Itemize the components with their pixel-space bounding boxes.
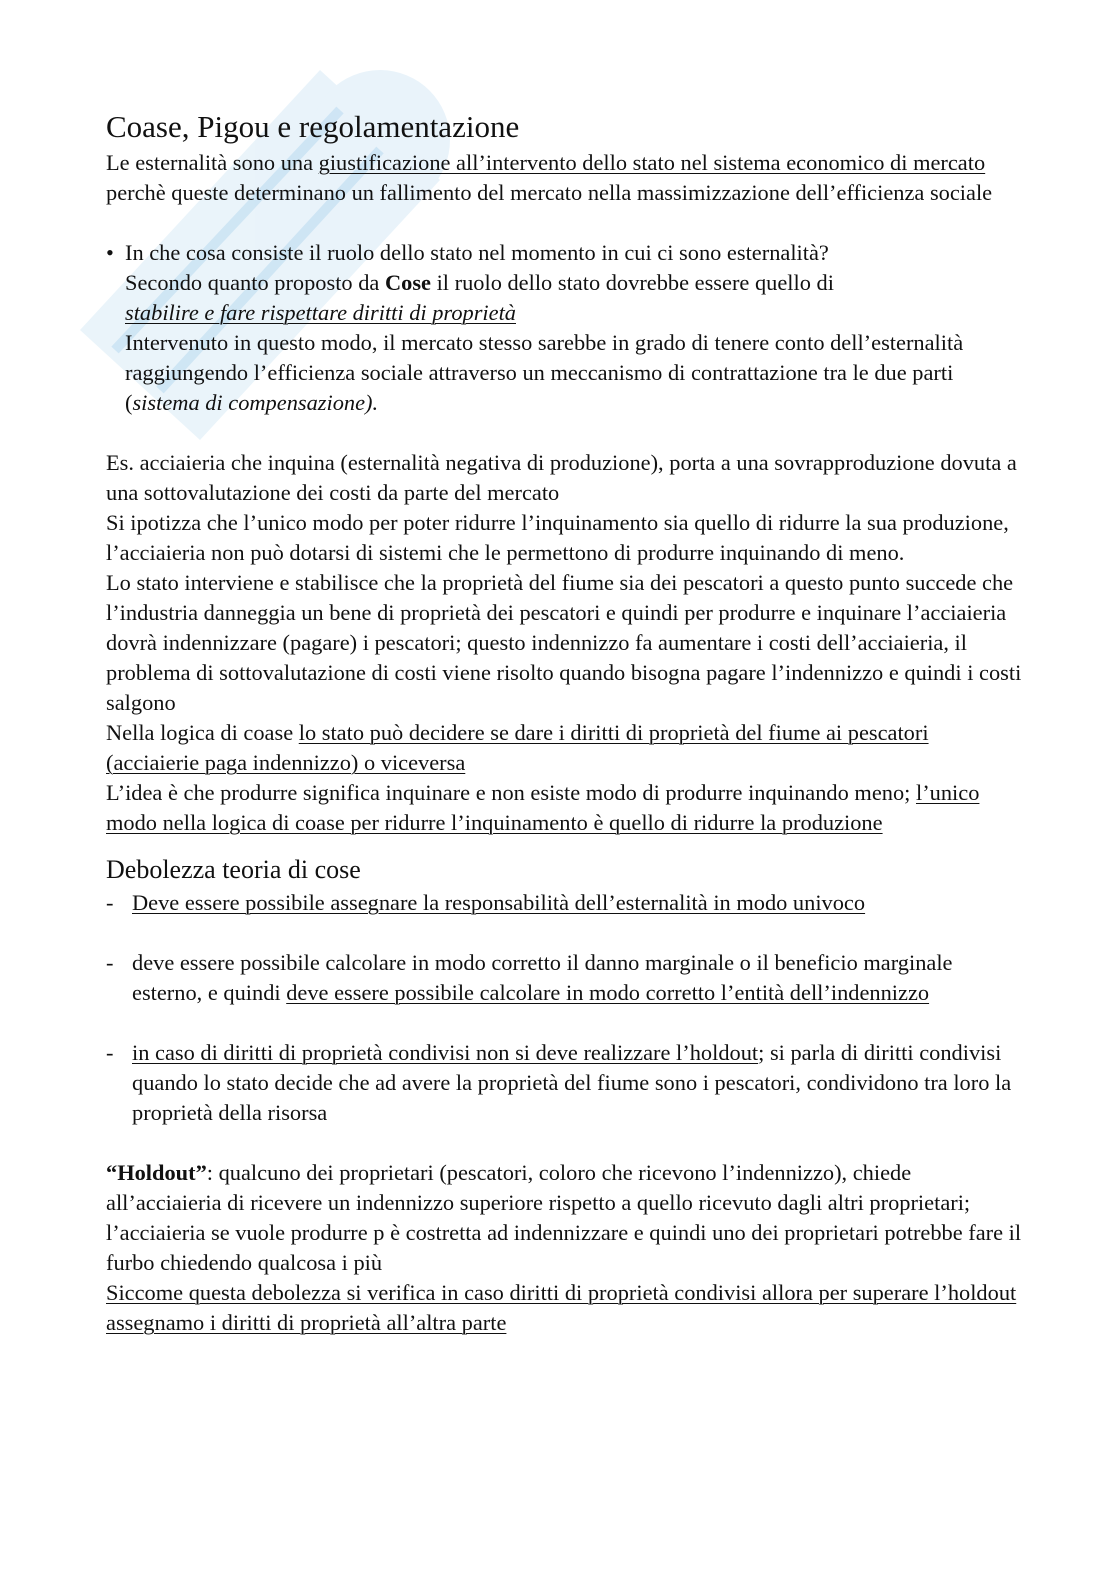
example-p5: [106, 778, 1026, 838]
answer-text-end: il ruolo dello stato dovrebbe essere quello di: [430, 270, 834, 295]
item2-underlined: deve essere possibile calcolare in modo corretto l’entità dell’indennizzo: [286, 980, 930, 1005]
mechanism-text: Intervenuto in questo modo, il mercato stesso sarebbe in grado di tenere conto dell’esternalità raggiungendo l’efficienza sociale attraverso un meccanismo di contrattazione tra le due parti (: [125, 330, 964, 415]
intro-text: Le esternalità sono una: [106, 150, 319, 175]
answer-italic-underlined: stabilire e fare rispettare diritti di proprietà: [125, 300, 516, 325]
p5-text: L’idea è che produrre significa inquinare e non esiste modo di produrre inquinando meno;: [106, 780, 916, 805]
example-p4: [106, 718, 1026, 778]
intro-underlined: giustificazione all’intervento dello stato nel sistema economico di mercato: [318, 150, 986, 175]
answer-bold: Cose: [384, 270, 431, 295]
weakness-item-2: [106, 948, 1026, 1008]
holdout-paragraph: [106, 1158, 1026, 1278]
page-title: Coase, Pigou e regolamentazione: [106, 109, 520, 144]
p4-text: Nella logica di coase: [106, 720, 299, 745]
weakness-item-3: [106, 1038, 1026, 1128]
bullet-key-phrase: [125, 298, 1026, 328]
holdout-text: : qualcuno dei proprietari (pescatori, coloro che ricevono l’indennizzo), chiede all’acciaieria di ricevere un indennizzo superiore rispetto a quello ricevuto dagli altri proprietari; l’acciaieria se vuole produrre p è costretta ad indennizzare e quindi uno dei proprietari potrebbe fare il furbo chiedendo qualcosa i più: [106, 1160, 1022, 1275]
example-p2: Si ipotizza che l’unico modo per poter ridurre l’inquinamento sia quello di ridurre la sua produzione, l’acciaieria non può dotarsi di sistemi che le permettono di produrre inquinando di meno.: [106, 510, 1009, 565]
holdout-conclusion: [106, 1278, 1026, 1338]
intro-paragraph: [106, 148, 1026, 208]
bullet-item: [106, 238, 1026, 418]
section-heading: Debolezza teoria di cose: [106, 855, 361, 884]
document-page: [106, 106, 1026, 1338]
mechanism-italic: sistema di compensazione).: [132, 390, 379, 415]
dash-icon: -: [106, 890, 114, 915]
item1-underlined: Deve essere possibile assegnare la responsabilità dell’esternalità in modo univoco: [132, 890, 866, 915]
example-p3: Lo stato interviene e stabilisce che la proprietà del fiume sia dei pescatori a questo punto succede che l’industria danneggia un bene di proprietà dei pescatori e quindi per produrre e inquinare l’acciaieria dovrà indennizzare (pagare) i pescatori; questo indennizzo fa aumentare i costi dell’acciaieria, il problema di sottovalutazione di costi viene risolto quando bisogna pagare l’indennizzo e quindi i costi salgono: [106, 570, 1022, 715]
dash-icon: -: [106, 1040, 114, 1065]
conclusion-underlined: Siccome questa debolezza si verifica in caso diritti di proprietà condivisi allora per superare l’holdout assegnamo i diritti di proprietà all’altra parte: [106, 1280, 1017, 1335]
item3-underlined: in caso di diritti di proprietà condivisi non si deve realizzare l’holdout: [132, 1040, 759, 1065]
item3-text: ; si parla di diritti condivisi quando lo stato decide che ad avere la proprietà del fiume sono i pescatori, condividono tra loro la proprietà della risorsa: [132, 1040, 1012, 1125]
holdout-term: “Holdout”: [106, 1160, 207, 1185]
bullet-answer: [125, 268, 1026, 298]
dash-icon: -: [106, 950, 114, 975]
example-p1: Es. acciaieria che inquina (esternalità negativa di produzione), porta a una sovrapproduzione dovuta a una sottovalutazione dei costi da parte del mercato: [106, 450, 1017, 505]
bullet-icon: •: [106, 240, 114, 265]
bullet-question: In che cosa consiste il ruolo dello stato nel momento in cui ci sono esternalità?: [125, 240, 829, 265]
weakness-item-1: [106, 888, 1026, 918]
item2-text: deve essere possibile calcolare in modo corretto il danno marginale o il beneficio marginale esterno, e quindi: [132, 950, 953, 1005]
bullet-mechanism: [125, 328, 1026, 418]
p4-underlined: lo stato può decidere se dare i diritti di proprietà del fiume ai pescatori (acciaierie paga indennizzo) o viceversa: [106, 720, 929, 775]
p5-underlined: l’unico modo nella logica di coase per ridurre l’inquinamento è quello di ridurre la produzione: [106, 780, 980, 835]
answer-text: Secondo quanto proposto da: [125, 270, 385, 295]
intro-text-end: perchè queste determinano un fallimento del mercato nella massimizzazione dell’efficienza sociale: [106, 180, 993, 205]
